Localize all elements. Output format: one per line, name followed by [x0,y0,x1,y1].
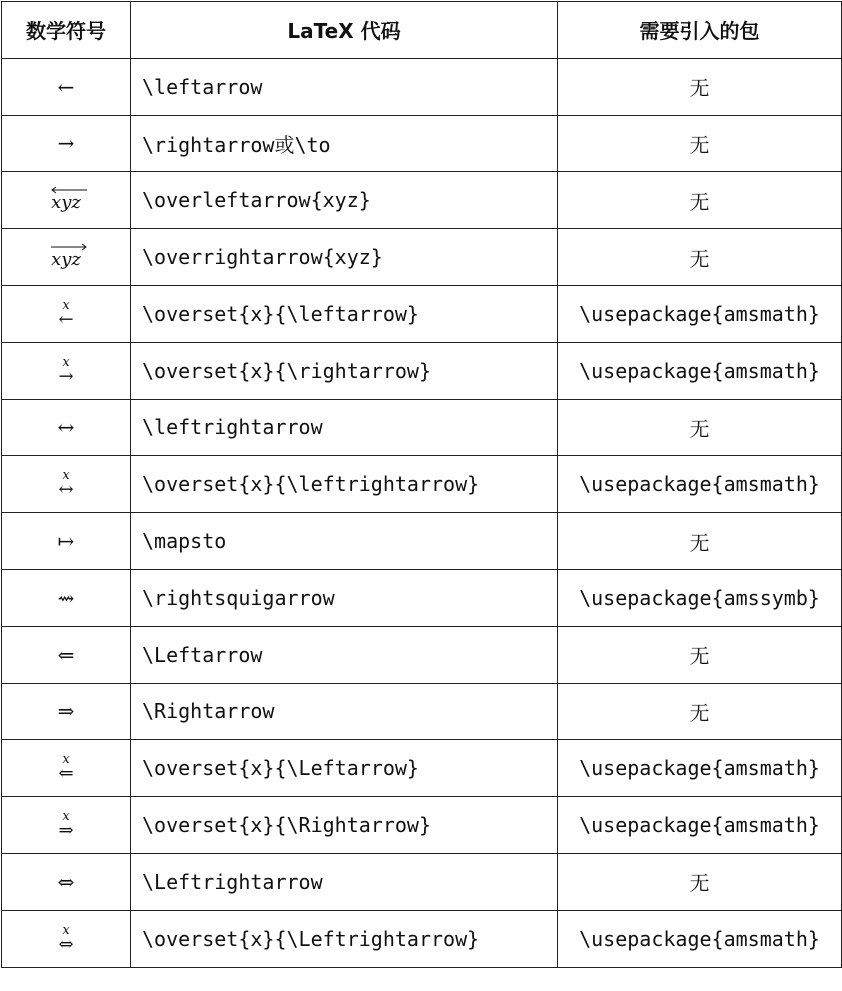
symbol-cell [2,456,131,513]
overset-arrow: ⇐ [58,763,74,785]
arrow-symbol-table [1,1,842,968]
symbol-cell: ↔ [2,399,131,456]
code-cell: \mapsto [131,513,558,570]
overset-top: x [62,354,70,370]
table-row [2,513,842,570]
overset-symbol [58,922,74,955]
package-cell: \usepackage{amsmath} [558,285,842,342]
table-row [2,285,842,342]
package-cell: \usepackage{amsmath} [558,910,842,967]
table-row [2,115,842,172]
package-cell: \usepackage{amsmath} [558,456,842,513]
code-cell: \overset{x}{\Leftrightarrow} [131,910,558,967]
code-cell: \rightarrow或\to [131,115,558,172]
symbol-text: xyz [51,248,81,270]
symbol-cell: ← [2,58,131,115]
header-latex-code: LaTeX 代码 [131,2,558,59]
overset-arrow: ⇔ [58,933,74,955]
symbol-cell [2,797,131,854]
symbol-cell [2,342,131,399]
table-row [2,740,842,797]
overset-top: x [62,809,70,825]
code-cell: \overrightarrow{xyz} [131,229,558,286]
overset-top: x [62,752,70,768]
overset-symbol [58,468,74,501]
code-cell: \Leftrightarrow [131,853,558,910]
symbol-cell: ⇒ [2,683,131,740]
table-row [2,342,842,399]
header-package: 需要引入的包 [558,2,842,59]
symbol-cell [2,229,131,286]
overrightarrow-symbol [51,245,81,270]
overset-symbol [58,752,74,785]
code-cell: \Leftarrow [131,626,558,683]
overset-symbol [58,809,74,842]
right-arrow-icon [49,243,89,251]
package-cell: \usepackage{amsmath} [558,342,842,399]
symbol-cell [2,172,131,229]
code-cell: \leftrightarrow [131,399,558,456]
table-row [2,683,842,740]
table-row [2,172,842,229]
symbol-cell: ⇔ [2,853,131,910]
table-row [2,853,842,910]
overset-symbol [58,354,74,387]
package-cell: 无 [558,229,842,286]
code-cell: \Rightarrow [131,683,558,740]
overset-top: x [62,297,70,313]
code-cell: \overset{x}{\Rightarrow} [131,797,558,854]
overset-top: x [62,468,70,484]
overset-arrow: ← [58,308,74,330]
code-cell: \overleftarrow{xyz} [131,172,558,229]
symbol-cell: → [2,115,131,172]
table-row [2,569,842,626]
overset-arrow: → [58,365,74,387]
header-symbol: 数学符号 [2,2,131,59]
code-cell: \overset{x}{\leftarrow} [131,285,558,342]
symbol-cell: ⇐ [2,626,131,683]
overset-arrow: ⇒ [58,820,74,842]
package-cell: \usepackage{amssymb} [558,569,842,626]
package-cell: 无 [558,513,842,570]
code-cell: \leftarrow [131,58,558,115]
table-header-row [2,2,842,59]
table-row [2,456,842,513]
table-row [2,626,842,683]
code-cell: \rightsquigarrow [131,569,558,626]
symbol-cell [2,740,131,797]
package-cell: \usepackage{amsmath} [558,797,842,854]
package-cell: 无 [558,399,842,456]
table-row [2,797,842,854]
package-cell: 无 [558,626,842,683]
table-row [2,399,842,456]
code-cell: \overset{x}{\leftrightarrow} [131,456,558,513]
table-row [2,229,842,286]
package-cell: 无 [558,172,842,229]
package-cell: 无 [558,853,842,910]
code-cell: \overset{x}{\Leftarrow} [131,740,558,797]
overleftarrow-symbol [51,188,81,213]
table-row [2,910,842,967]
overset-symbol [58,297,74,330]
package-cell: \usepackage{amsmath} [558,740,842,797]
left-arrow-icon [49,186,89,194]
code-cell: \overset{x}{\rightarrow} [131,342,558,399]
package-cell: 无 [558,683,842,740]
table-row [2,58,842,115]
symbol-cell [2,910,131,967]
overset-top: x [62,922,70,938]
symbol-cell [2,285,131,342]
package-cell: 无 [558,58,842,115]
package-cell: 无 [558,115,842,172]
overset-arrow: ↔ [58,479,74,501]
symbol-cell: ⇝ [2,569,131,626]
symbol-text: xyz [51,191,81,213]
symbol-cell: ↦ [2,513,131,570]
